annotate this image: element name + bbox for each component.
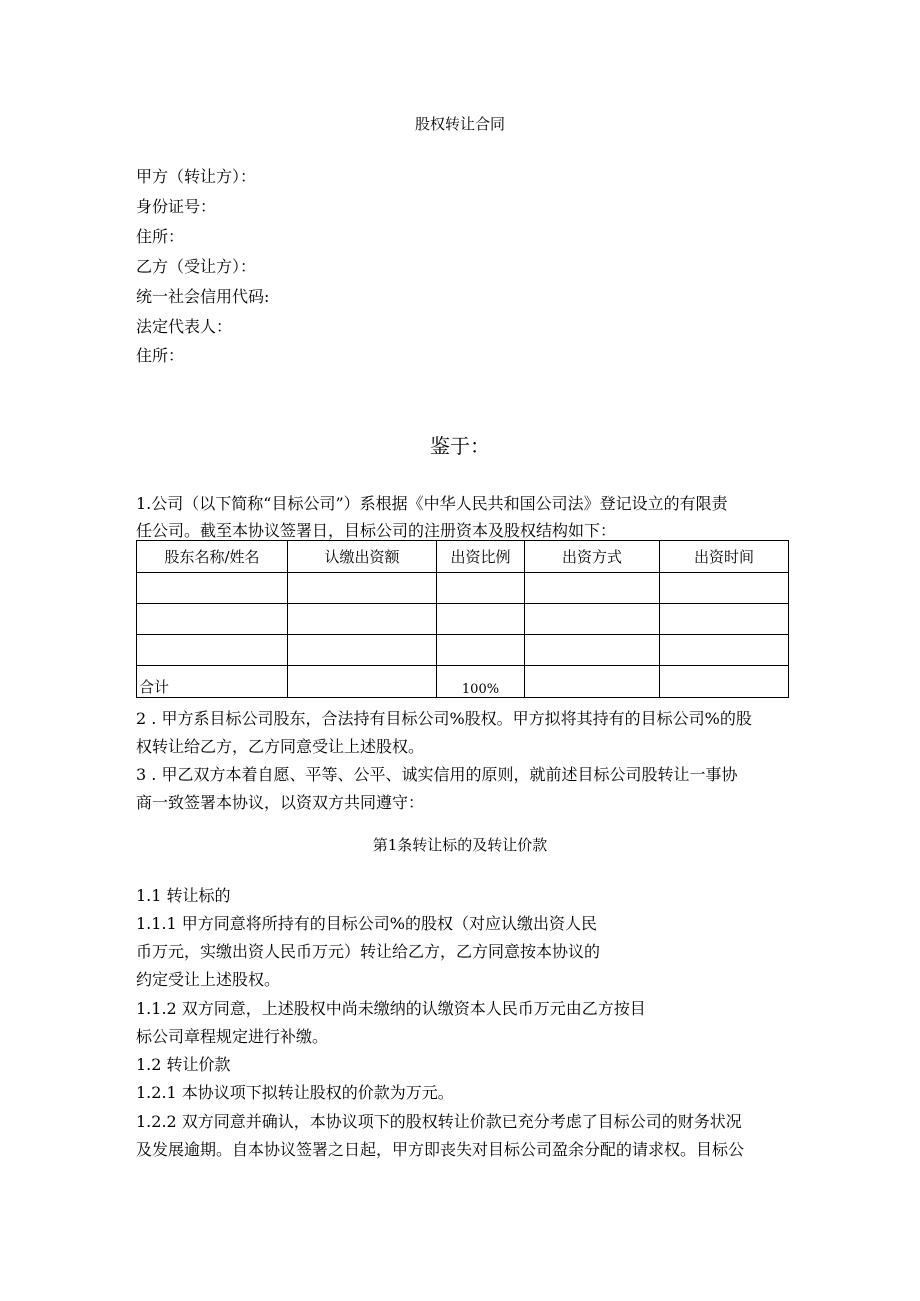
clause-line: 1.1.2 双方同意，上述股权中尚未缴纳的认缴资本人民币万元由乙方按目 [136,999,646,1018]
header-shareholder-name: 股东名称/姓名 [137,541,288,573]
total-ratio: 100% [437,666,525,698]
clause-line: 1.1 转让标的 [136,886,231,905]
credit-code-label: 统一社会信用代码: [136,287,270,306]
table-row [137,573,789,604]
recital-3-line: 3 . 甲乙双方本着自愿、平等、公平、诚实信用的原则，就前述目标公司股转让一事协 [136,765,738,784]
clause-line: 1.2 转让价款 [136,1055,231,1074]
recital-1-line: 任公司。截至本协议签署日，目标公司的注册资本及股权结构如下： [136,521,617,540]
transferee-label: 乙方（受让方）： [136,257,257,276]
header-contribution-method: 出资方式 [525,541,660,573]
clause-line: 币万元，实缴出资人民币万元）转让给乙方，乙方同意按本协议的 [136,942,601,961]
recital-2-line: 2 . 甲方系目标公司股东，合法持有目标公司%股权。甲方拟将其持有的目标公司%的股 [136,709,752,728]
whereas-heading: 鉴于： [430,434,490,458]
article-1-title: 第1条转让标的及转让价款 [372,836,548,854]
recital-1-line: 1.公司（以下简称“目标公司”）系根据《中华人民共和国公司法》登记设立的有限责 [136,494,728,513]
transferee-address-label: 住所： [136,346,185,365]
header-contribution-time: 出资时间 [660,541,789,573]
recital-2-line: 权转让给乙方，乙方同意受让上述股权。 [136,737,425,756]
transferor-address-label: 住所： [136,227,185,246]
table-row [137,604,789,635]
clause-line: 及发展逾期。自本协议签署之日起，甲方即丧失对目标公司盈余分配的请求权。目标公 [136,1140,745,1159]
id-number-label: 身份证号： [136,197,217,216]
legal-rep-label: 法定代表人： [136,317,233,336]
contract-title: 股权转让合同 [414,115,505,133]
table-header-row [137,541,789,573]
clause-line: 1.2.1 本协议项下拟转让股权的价款为万元。 [136,1083,454,1102]
total-label: 合计 [137,666,288,698]
recital-3-line: 商一致签署本协议，以资双方共同遵守： [136,793,425,812]
table-total-row [137,666,789,698]
clause-line: 标公司章程规定进行补缴。 [136,1027,329,1046]
table-row [137,635,789,666]
header-contribution-ratio: 出资比例 [437,541,525,573]
clause-line: 约定受让上述股权。 [136,970,281,989]
clause-line: 1.1.1 甲方同意将所持有的目标公司%的股权（对应认缴出资人民 [136,914,598,933]
shareholding-table [136,540,789,698]
transferor-label: 甲方（转让方）： [136,167,257,186]
header-subscribed-capital: 认缴出资额 [288,541,437,573]
clause-line: 1.2.2 双方同意并确认，本协议项下的股权转让价款已充分考虑了目标公司的财务状况 [136,1112,742,1131]
